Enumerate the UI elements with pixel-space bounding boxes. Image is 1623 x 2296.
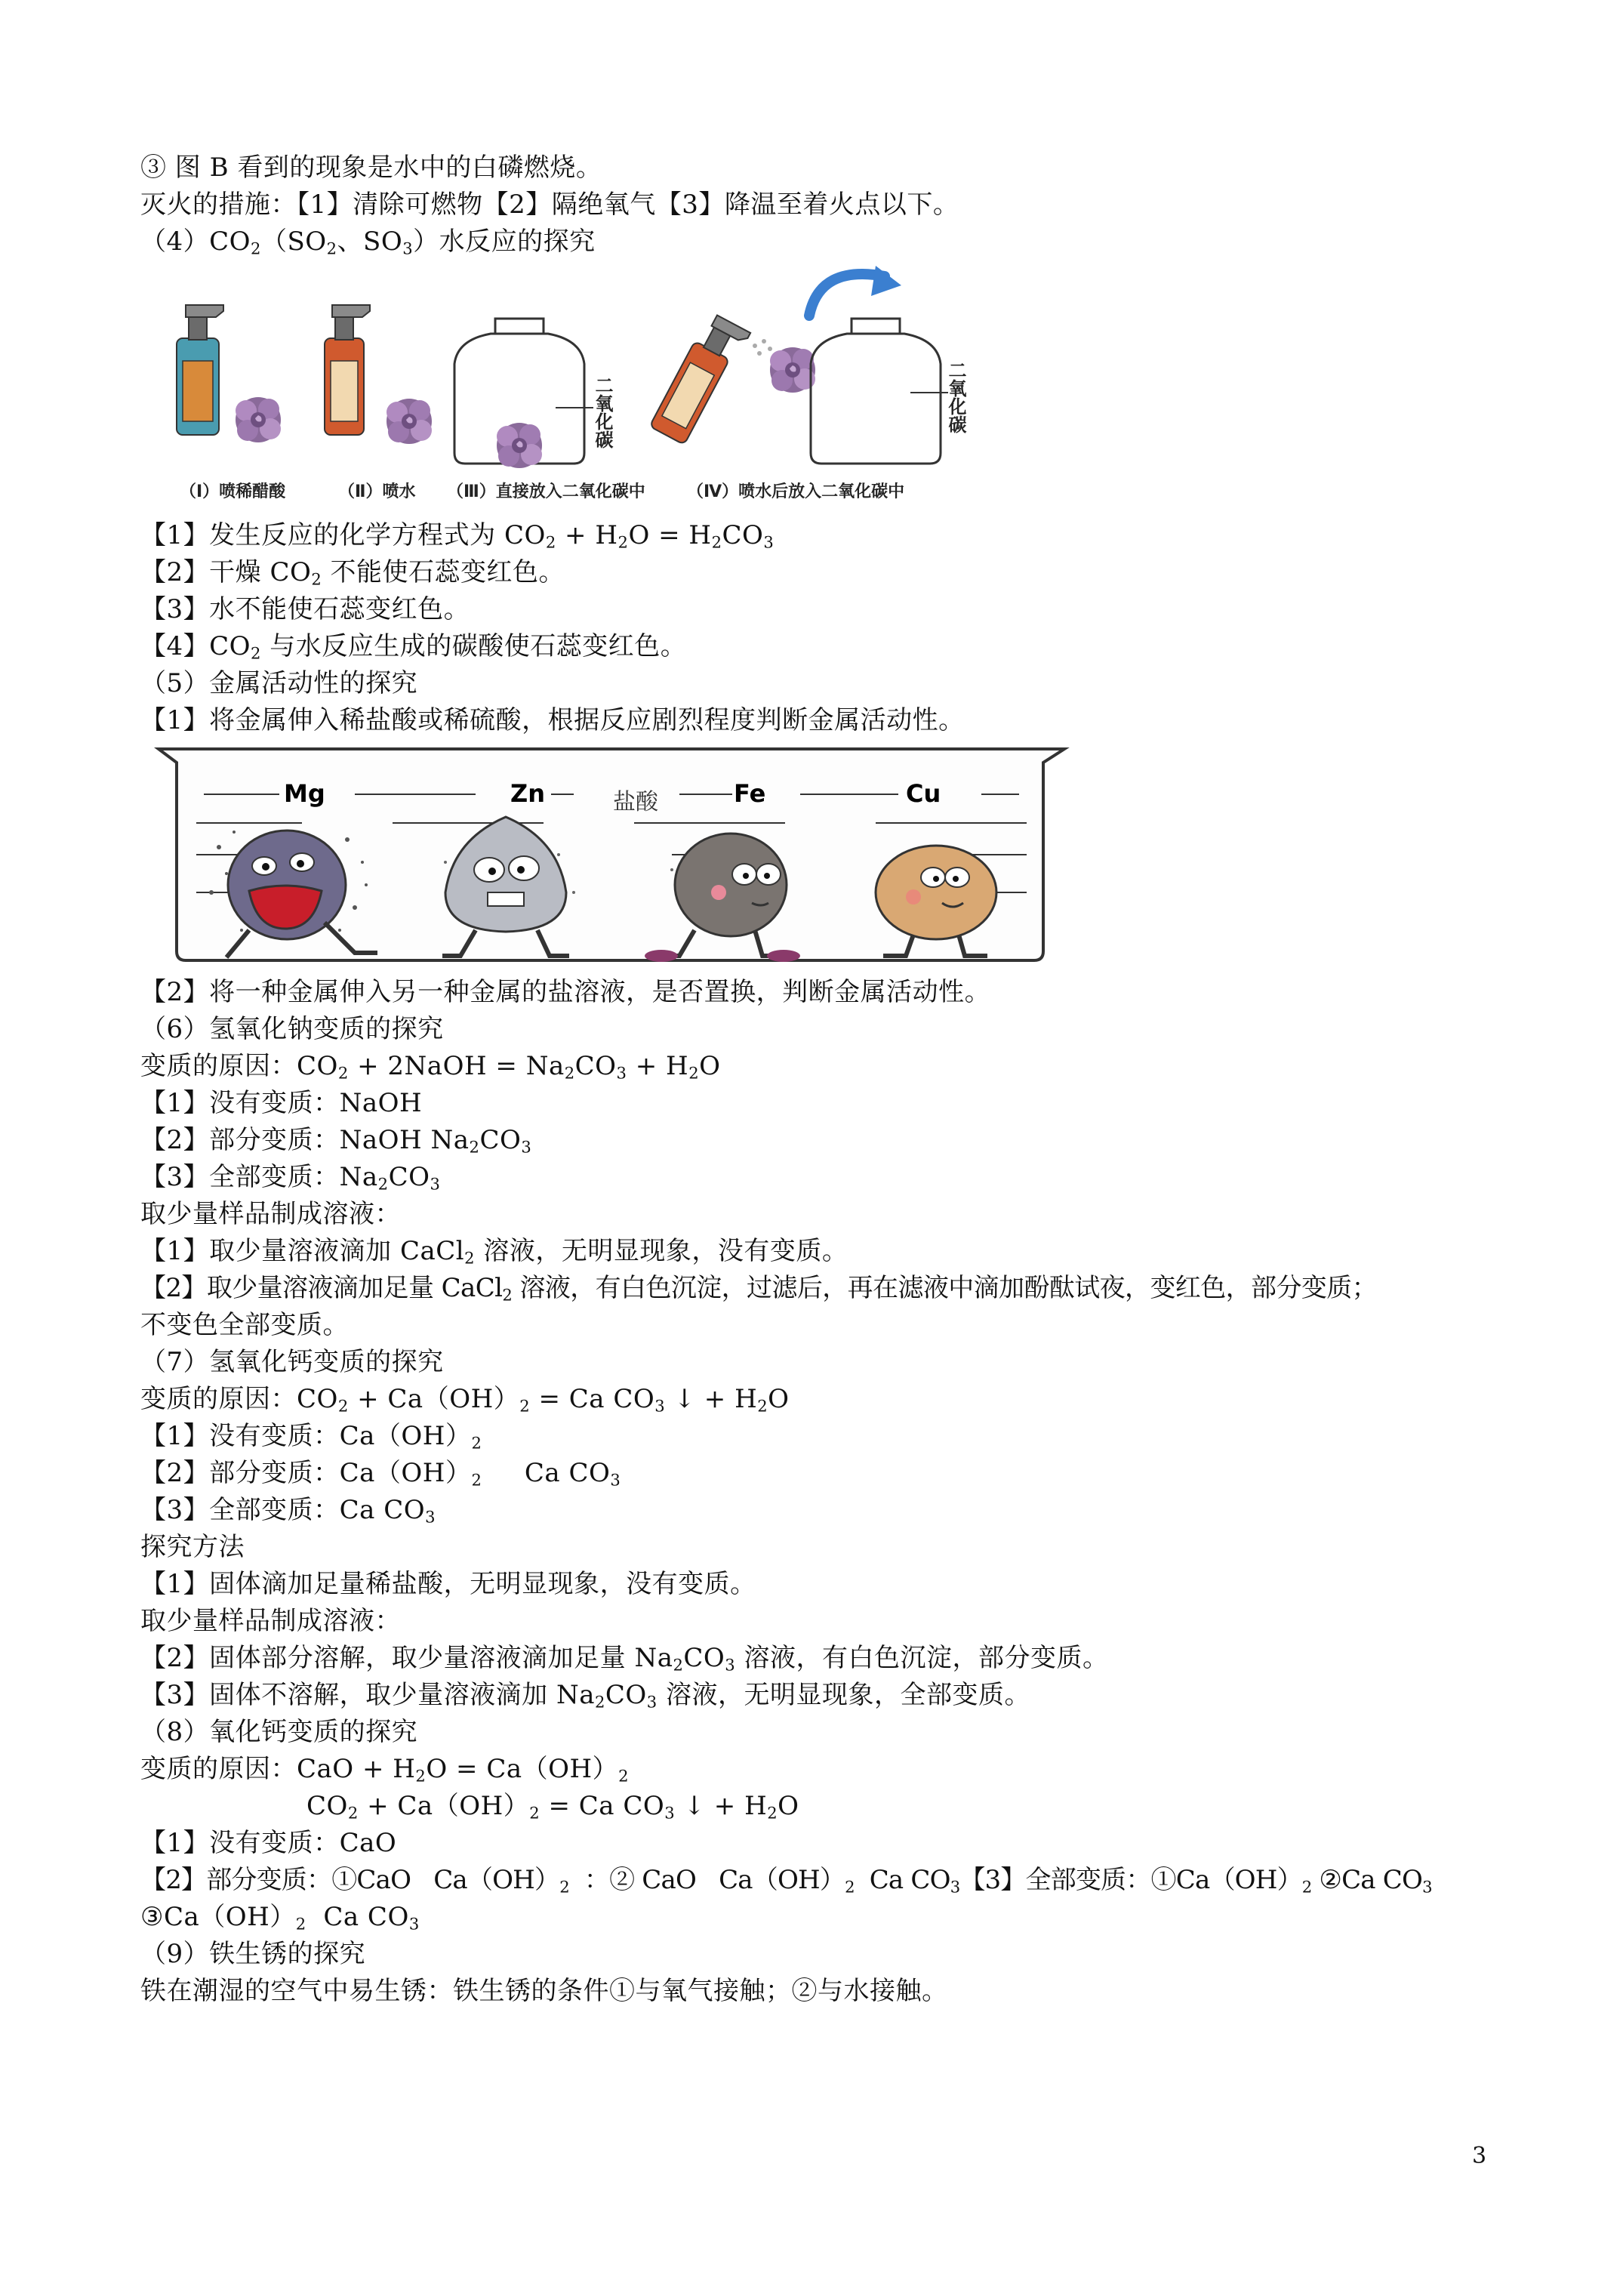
text-line-31: 变质的原因：CaO + $H_2O = Ca(OH)_2$ bbox=[140, 1754, 630, 1786]
text-line-15: 【3】全部变质：$Na_2CO_3$ bbox=[140, 1162, 441, 1194]
section-heading-caoh2: （7）氢氧化钙变质的探究 bbox=[140, 1347, 444, 1377]
page-number: 3 bbox=[1472, 2143, 1487, 2169]
litmus-flower-icon-2 bbox=[387, 399, 432, 444]
section-heading-metal-activity: （5）金属活动性的探究 bbox=[140, 668, 418, 698]
metal-label-cu: Cu bbox=[906, 779, 941, 808]
litmus-flower-icon-1 bbox=[236, 397, 281, 442]
spray-bottle-then-jar-icon bbox=[649, 266, 948, 464]
text-line-19: 不变色全部变质。 bbox=[140, 1310, 349, 1340]
jar-label-co2-2: 二氧化碳 bbox=[945, 361, 966, 433]
spray-bottle-water-icon bbox=[325, 305, 370, 435]
spray-bottle-vinegar-icon bbox=[177, 305, 223, 435]
text-line-35: $③Ca(OH)_2$ Ca $CO_3$ bbox=[140, 1902, 420, 1934]
text-line-6: 【3】水不能使石蕊变红色。 bbox=[140, 594, 470, 624]
section-heading-cao: （8）氧化钙变质的探究 bbox=[140, 1717, 418, 1747]
metal-label-zn: Zn bbox=[510, 779, 545, 808]
text-line-9: 【1】将金属伸入稀盐酸或稀硫酸，根据反应剧烈程度判断金属活动性。 bbox=[140, 705, 965, 735]
text-line-27: 取少量样品制成溶液： bbox=[140, 1606, 401, 1636]
text-line-21: 变质的原因：$CO_2 + Ca(OH)_2 = Ca$ $CO_3$ ↓ + $H_2O$ bbox=[140, 1384, 790, 1416]
text-line-26: 【1】固体滴加足量稀盐酸，无明显现象，没有变质。 bbox=[140, 1569, 756, 1599]
text-line-4: 【1】发生反应的化学方程式为 $CO_2 + H_2O = H_2CO_3$ bbox=[140, 520, 775, 552]
text-line-37: 铁在潮湿的空气中易生锈：铁生锈的条件①与氧气接触；②与水接触。 bbox=[140, 1976, 948, 2006]
text-line-22: 【1】没有变质：$Ca(OH)_2$ bbox=[140, 1421, 482, 1453]
section-heading-naoh: （6）氢氧化钠变质的探究 bbox=[140, 1014, 444, 1044]
text-line-10: 【2】将一种金属伸入另一种金属的盐溶液，是否置换，判断金属活动性。 bbox=[140, 977, 991, 1007]
text-line-24: 【3】全部变质：Ca $CO_3$ bbox=[140, 1495, 436, 1527]
text-line-5: 【2】干燥 $CO_2$ 不能使石蕊变红色。 bbox=[140, 557, 565, 589]
metal-label-mg: Mg bbox=[284, 779, 325, 808]
text-line-2: 灭火的措施：【1】清除可燃物【2】隔绝氧气【3】降温至着火点以下。 bbox=[140, 190, 959, 220]
jar-label-co2-1: 二氧化碳 bbox=[592, 376, 613, 448]
text-line-25: 探究方法 bbox=[140, 1532, 245, 1562]
text-line-33: 【1】没有变质：CaO bbox=[140, 1828, 397, 1858]
caption-water: （Ⅱ）喷水 bbox=[338, 482, 416, 501]
text-line-12: 变质的原因：$CO_2$ + 2NaOH = $Na_2CO_3 + H_2O$ bbox=[140, 1051, 721, 1083]
text-line-29: 【3】固体不溶解，取少量溶液滴加 $Na_2CO_3$ 溶液，无明显现象，全部变质。 bbox=[140, 1680, 1031, 1712]
text-line-23: 【2】部分变质：$Ca(OH)_2$ Ca $CO_3$ bbox=[140, 1458, 621, 1490]
caption-direct-co2: （Ⅲ）直接放入二氧化碳中 bbox=[447, 482, 645, 501]
caption-water-then-co2: （Ⅳ）喷水后放入二氧化碳中 bbox=[687, 482, 905, 501]
text-line-18: 【2】取少量溶液滴加足量 CaCl$_2$ 溶液，有白色沉淀，过滤后，再在滤液中滴加酚酞试夜，变红色，部分变质； bbox=[140, 1273, 1378, 1305]
text-line-14: 【2】部分变质：NaOH $Na_2CO_3$ bbox=[140, 1125, 532, 1157]
section-heading-co2-water: $(4)CO_2(SO_2$、$SO_3$）水反应的探究 bbox=[140, 227, 596, 258]
text-line-34: 【2】部分变质：①CaO $Ca(OH)_2$ ：② CaO $Ca(OH)_2$ Ca $CO_3$【3】全部变质：$①Ca(OH)_2$ ②Ca $CO_3$ bbox=[140, 1865, 1432, 1897]
acid-label: 盐酸 bbox=[613, 789, 658, 815]
text-line-7: 【4】$CO_2$ 与水反应生成的碳酸使石蕊变红色。 bbox=[140, 631, 687, 663]
text-line-1: ③ 图 B 看到的现象是水中的白磷燃烧。 bbox=[140, 153, 602, 183]
text-line-28: 【2】固体部分溶解，取少量溶液滴加足量 $Na_2CO_3$ 溶液，有白色沉淀，部分变质。 bbox=[140, 1643, 1109, 1675]
section-heading-iron-rust: （9）铁生锈的探究 bbox=[140, 1939, 366, 1969]
text-line-13: 【1】没有变质：NaOH bbox=[140, 1088, 423, 1118]
text-line-32: $CO_2 + Ca(OH)_2 = Ca$ $CO_3$ ↓ + $H_2O$ bbox=[306, 1791, 799, 1823]
litmus-flower-figure bbox=[166, 263, 981, 513]
caption-vinegar: （Ⅰ）喷稀醋酸 bbox=[180, 482, 286, 501]
text-line-17: 【1】取少量溶液滴加 CaCl$_2$ 溶液，无明显现象，没有变质。 bbox=[140, 1236, 848, 1268]
gas-jar-with-flower-icon bbox=[454, 319, 593, 468]
metal-label-fe: Fe bbox=[734, 779, 766, 808]
text-line-16: 取少量样品制成溶液： bbox=[140, 1199, 401, 1229]
metal-activity-figure bbox=[151, 741, 1072, 968]
